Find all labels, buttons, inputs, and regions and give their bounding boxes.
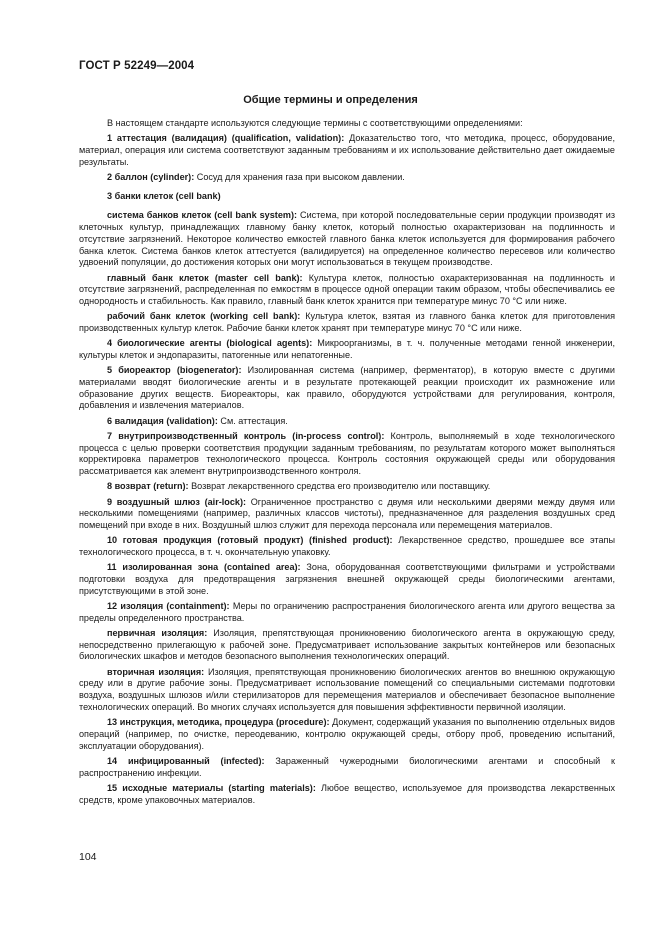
term-heading [79,191,615,203]
term-definition [79,311,615,334]
definition: Зона, оборудованная соответствующими фильтрами и устройствами подготовки воздуха для предотвращения загрязнения внешней окружающей среды биологическими агентами, присутствующими в этой зоне. [79,562,615,596]
term-definition [79,717,615,752]
paragraph-intro: В настоящем стандарте используются следующие термины с соответствующими определениями: [107,118,523,128]
term-definition [79,756,615,779]
term-definition [79,210,615,269]
section-title: Общие термины и определения [243,94,418,106]
term-definition [79,562,615,597]
term: 11 изолированная зона (contained area): [107,562,301,573]
term-definition [79,601,615,624]
definition: Меры по ограничению распространения биологического агента или другого вещества за пределы определенного пространства. [79,601,615,623]
term-definition [79,365,615,412]
definition: Изоляция, препятствующая проникновению биологического агента в окружающую среду, непосредственно прилегающую к рабочей зоне. Предусматривает использование закрытых контейнеров или безопасных биологических шкафов и методов безопасного выполнения технологических операций. [79,628,615,662]
term-definition [79,667,615,714]
term: 13 инструкция, методика, процедура (procedure): [107,717,330,728]
term: 10 готовая продукция (готовый продукт) (finished product): [107,535,393,546]
term: 1 аттестация (валидация) (qualification, validation): [107,133,345,144]
term-definition [79,535,615,558]
page-number: 104 [79,851,97,863]
term: главный банк клеток (master cell bank): [107,272,303,283]
term: 12 изоляция (containment): [107,601,230,612]
term: 3 банки клеток (cell bank) [107,190,221,201]
term-definition [79,431,615,478]
definition: Изоляция, препятствующая проникновению биологических агентов во внешнюю окружающую среду или в другие рабочие зоны. Предусматривает использование помещений со специальными системами подготовки воздуха, воздушных шлюзов и/или стерилизаторов для перемещения материалов и обеспечивает безопасное выполнение технологических операций. Во многих случаях используется для повышения эффективности первичной изоляции. [79,666,615,712]
term: 14 инфицированный (infected): [107,755,265,766]
document-header: ГОСТ Р 52249—2004 [79,60,195,72]
definition: Любое вещество, используемое для производства лекарственных средств, кроме упаковочных материалов. [79,782,615,805]
definition: Зараженный чужеродными биологическими агентами и способный к распространению инфекции. [79,755,615,778]
definition: Документ, содержащий указания по выполнению отдельных видов операций (например, по очистке, переодеванию, контролю окружающей среды, отбору проб, проведению испытаний, эксплуатации оборудования). [79,717,615,751]
term-definition [79,628,615,663]
definition: Ограниченное пространство с двумя или несколькими дверями между двумя или несколькими помещениями (например, различных классов чистоты), предназначенное для разделения воздушных сред помещений при входе в них. Воздушный шлюз служит для перехода персонала или перемещения материалов. [79,496,615,531]
definition: Культура клеток, взятая из главного банка клеток для приготовления производственных культур клеток. Рабочие банки клеток хранят при температуре минус 70 °С или ниже. [79,311,615,333]
definition: Культура клеток, полностью охарактеризованная на подлинность и отсутствие загрязнений, распределенная по емкостям в процессе одной операции таким образом, чтобы обеспечивались ее однородность и стабильность. Как правило, главный банк клеток хранится при температуре минус 70 °С или ниже. [79,272,616,306]
definition: Контроль, выполняемый в ходе технологического процесса с целью проверки соответствия продукции заданным требованиям, по результатам которого может выполняться корректировка параметров технологического процесса. Контроль состояния окружающей среды или оборудования рассматривается как элемент внутрипроизводственного контроля. [79,430,615,477]
term: первичная изоляция: [107,628,208,639]
term: рабочий банк клеток (working cell bank): [107,311,301,322]
term: 6 валидация (validation): [107,415,218,426]
term: 4 биологические агенты (biological agents): [107,338,313,349]
term: 9 воздушный шлюз (air-lock): [107,496,247,507]
definition: Изолированная система (например, ферментатор), в которую вместе с другими материалами вводят биологические агенты и в результате протекающей реакции происходит их размножение или образование других веществ. Биореакторы, как правило, оборудуются устройствами для регулирования, контроля, добавления и извлечения материалов. [79,365,615,411]
term: система банков клеток (cell bank system): [107,210,298,221]
term-definition [79,273,615,308]
term: 15 исходные материалы (starting materials): [107,782,316,793]
term-definition [79,481,615,493]
term-definition [79,497,615,532]
term: 8 возврат (return): [107,481,189,492]
document-body [79,118,615,810]
definition: Доказательство того, что методика, процесс, оборудование, материал, операция или система соответствуют заданным требованиям и их использование действительно дает ожидаемые результаты. [79,133,615,167]
term-definition [79,783,615,806]
definition: Сосуд для хранения газа при высоком давлении. [194,172,405,182]
term: 5 биореактор (biogenerator): [107,365,242,376]
term-definition [79,338,615,361]
definition: Микроорганизмы, в т. ч. полученные методами генной инженерии, культуры клеток и эндопаразиты, патогенные или непатогенные. [79,338,615,360]
term-definition [79,133,615,168]
definition: Лекарственное средство, прошедшее все этапы технологического процесса, в т. ч. окончательную упаковку. [79,535,615,558]
definition: Возврат лекарственного средства его производителю или поставщику. [188,481,491,492]
term: вторичная изоляция: [107,666,205,677]
term-definition [79,172,615,184]
term-definition [79,416,615,428]
definition: Система, при которой последовательные серии продукции производят из клеточных культур, принадлежащих главному банку клеток, который полностью охарактеризован на подлинность и отсутствие загрязнений. Некоторое количество емкостей главного банка клеток используется для формирования рабочего банка клеток. Система банков клеток аттестуется (валидируется) на определенное количество пересевов или количество удвоений популяции, до достижения которых они могут использоваться в текущем производстве. [79,210,615,268]
term: 7 внутрипроизводственный контроль (in-process control): [107,430,385,441]
definition: См. аттестация. [217,415,288,426]
term: 2 баллон (cylinder): [107,172,195,182]
